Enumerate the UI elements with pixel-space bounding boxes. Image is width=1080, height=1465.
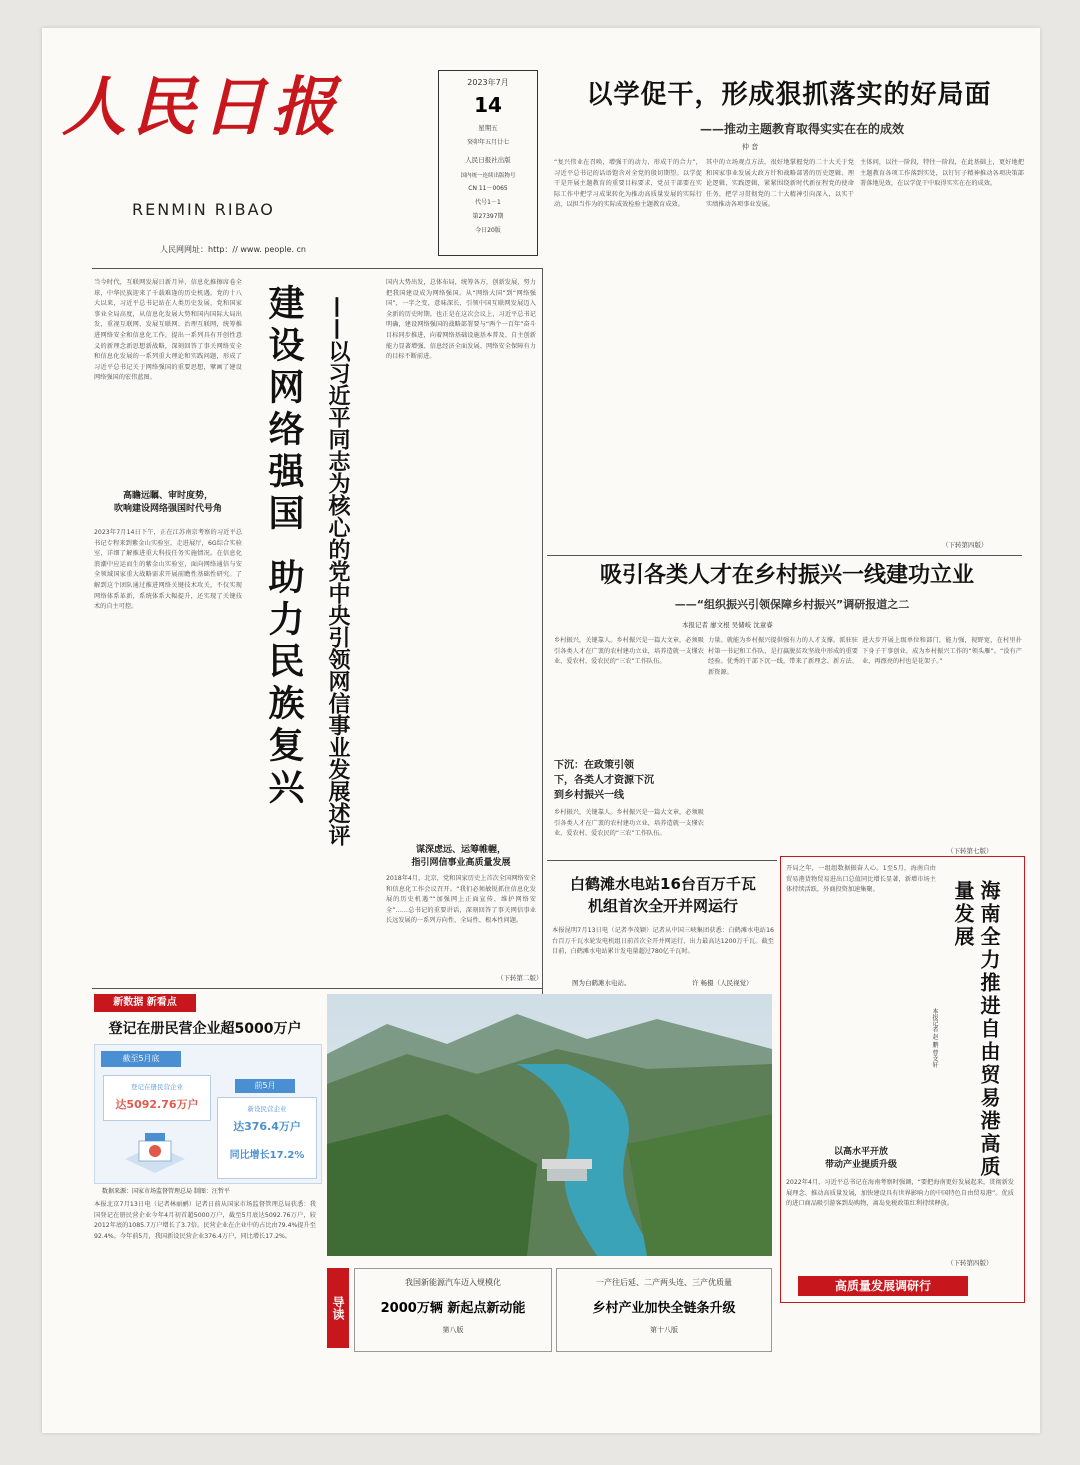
main-column-1: 当今时代，互联网发展日新月异，信息化推擦席卷全球，中华民族迎来了千载难逢的历史机遇。党的十八大以来，习近平总书记站在人类历史发展、党和国家事业全局高度，从信息化发展大势和国内国际大局出发，重视互联网、发展互联网、治理互联网，统筹推进网络安全和信息化工作，提出一系列具有开创性意义的新理念新思想新战略，深刻回答了事关网络安全和信息化发展的一系列重大理论和实践问题，形成了习近平总书记关于网络强国的重要思想，擘画了建设网络强国的宏伟蓝图。: [94, 279, 242, 382]
page-count: 今日20版: [475, 227, 501, 234]
divider: [547, 860, 777, 861]
datanews-text: 本报北京7月13日电（记者林丽鹂）记者日前从国家市场监督管理总局获悉：我国登记在册民营企业今年4月初首超5000万户，截至5月底达5092.76万户，较2012年底的1085.7万户增长了3.7倍。民营企业在企业中的占比由79.4%提升至92.4%。今年前5月，我国新设民营企业376.4万户，同比增长17.2%。: [94, 1201, 316, 1240]
issn: 国内统一连续出版物号: [460, 173, 516, 179]
main-title-line-1: 建设网络强国: [263, 284, 304, 536]
box2-growth: 同比增长17.2%: [229, 1150, 305, 1161]
guide-item-2-top: 一产往后延、二产两头连、三产优质量: [596, 1278, 732, 1287]
issue-number: 第27397期: [472, 213, 504, 220]
talent-subheading: 下沉：在政策引领 下，各类人才资源下沉 到乡村振兴一线: [554, 760, 654, 801]
main-subheading-2: 谋深虑远、运筹帷幄， 指引网信事业高质量发展: [411, 845, 511, 868]
talent-column-1b: 乡村振兴，关键靠人。乡村振兴是一篇大文章，必须吸引各类人才在广袤的农村建功立业，培养造就一支懂农业、爱农村、爱农民的“三农”工作队伍。: [554, 809, 704, 838]
talent-subtitle: ——“组织振兴引领保障乡村振兴”调研报道之二: [674, 598, 910, 611]
divider: [542, 268, 543, 1008]
box2-item: 新设民营企业: [247, 1105, 287, 1113]
masthead-title: 人民日报: [62, 70, 342, 145]
guide-item-2[interactable]: [556, 1268, 772, 1352]
box1: [103, 1075, 211, 1121]
lead-title: 以学促干，形成狠抓落实的好局面: [586, 80, 992, 110]
cn-number: CN 11－0065: [468, 185, 508, 192]
main-column-3: 国内大势出发，总体布局，统筹各方，创新发展，努力把我国建设成为网络强国。从“网络大国”到“网络强国”，一字之变，意味深长，引领中国互联网发展迈入全新的历史时期。也正是在这次会议上，习近平总书记明确，建设网络强国的战略部署要与“两个一百年”奋斗目标同步推进，向着网络基础设施基本普及、自主创新能力显著增强、信息经济全面发展、网络安全保障有力的目标不断前进。: [386, 279, 536, 361]
divider: [92, 268, 542, 269]
main-column-4: 2018年4月，北京，党和国家历史上首次全国网络安全和信息化工作会议召开。“我们必须敏锐抓住信息化发展的历史机遇”“加强网上正面宣传，维护网络安全”……总书记的重要讲话，深刻回答了事关网信事业长远发展的一系列方向性、全局性、根本性问题。: [386, 875, 536, 925]
talent-column-3: 进大步开展上级单位和部门，能力强，视野宽，在村里扑下身子干事创业，成为乡村振兴工作的“领头雁”。“没有产业，再漂亮的村也是花架子。”: [862, 637, 1022, 666]
lead-subtitle: ——推动主题教育取得实实在在的成效: [699, 122, 904, 136]
hainan-continued: （下转第四版）: [947, 1259, 993, 1267]
day: 14: [474, 93, 502, 117]
website: 人民网网址：http：// www. people. cn: [160, 245, 307, 254]
box2-value: 达376.4万户: [233, 1120, 301, 1133]
datanews-source: 数据来源：国家市场监督管理总局 制图：汪哲平: [102, 1188, 230, 1195]
weekday: 星期五: [478, 124, 498, 132]
lead-column-3: 主体问，以往一阶段，特往一阶段，在此基础上，更好地把主题教育各项工作落到实处，以钉钉子精神推动各项决策部署落地见效，在以学促干中取得实实在在的成效。: [860, 159, 1024, 188]
guide-item-1[interactable]: [354, 1268, 552, 1352]
lunar-date: 癸卯年五月廿七: [466, 139, 509, 146]
divider: [92, 988, 542, 989]
talent-column-2: 力量。就能为乡村振兴提供强有力的人才支撑。派驻驻村第一书记和工作队，是打赢脱贫攻坚战中形成的重要经验。优秀的干部下沉一线，带来了新理念、新方法、新资源。: [708, 637, 858, 676]
main-subtitle: ——以习近平同志为核心的党中央引领网信事业发展述评: [325, 296, 350, 846]
box1-label: 截至5月底: [101, 1051, 181, 1067]
guide-item-2-page: 第十八版: [650, 1326, 678, 1334]
box2-label: 前5月: [235, 1079, 295, 1093]
main-title: [260, 284, 306, 944]
box1-value: 达5092.76万户: [115, 1098, 199, 1111]
hainan-byline: 本报记者 赵 鹏 曹文轩: [931, 1008, 938, 1068]
talent-title: 吸引各类人才在乡村振兴一线建功立业: [599, 563, 974, 588]
main-continued: （下转第二版）: [497, 974, 543, 982]
publisher: 人民日报社出版: [465, 156, 511, 164]
hainan-column-1: 开局之年，一组组数据振奋人心。1至5月，海南自由贸易港货物贸易进出口总值同比增长显著，新增市场主体持续活跃，外商投资加速集聚。: [786, 865, 936, 894]
guide-item-2-title: 乡村产业加快全链条升级: [592, 1301, 736, 1316]
talent-continued: （下转第七版）: [947, 847, 993, 855]
year-month: 2023年7月: [467, 78, 509, 87]
hydro-text: 本报昆明7月13日电（记者李茂颖）记者从中国三峡集团获悉：白鹤滩水电站16台百万千瓦水轮发电机组日前首次全开并网运行，出力最高达1200万千瓦。截至目前，白鹤滩水电站累计发电量超过780亿千瓦时。: [552, 927, 774, 956]
box2: [217, 1097, 317, 1179]
main-subheading-1: 高瞻远瞩、审时度势， 吹响建设网络强国时代号角: [113, 491, 222, 514]
main-title-line-2: 助力民族复兴: [263, 558, 304, 810]
hydro-credit: 许 畅摄（人民视觉）: [692, 979, 753, 987]
lead-column-2: 其中的立场观点方法，很好地掌握党的二十大关于党和国家事业发展大政方针和战略部署的历史逻辑、理论逻辑、实践逻辑，紧紧围绕新时代新征程党的使命任务，把学习贯彻党的二十大精神引向深入，以实干实绩推动各项事业发展。: [706, 159, 854, 209]
hainan-column-2: 2022年4月，习近平总书记在海南考察时强调，“要把海南更好发展起来，贯彻新发展理念、推动高质量发展，加快建设具有世界影响力的中国特色自由贸易港”。优质的进口商品吸引游客到岛购物，离岛免税政策红利持续释放。: [786, 1179, 1014, 1208]
building-icon: [115, 1129, 195, 1173]
talent-column-1: 乡村振兴，关键靠人。乡村振兴是一篇大文章，必须吸引各类人才在广袤的农村建功立业，培养造就一支懂农业、爱农村、爱农民的“三农”工作队伍。: [554, 637, 704, 666]
divider: [547, 555, 1022, 556]
lead-continued: （下转第四版）: [942, 541, 988, 549]
code: 代号1－1: [475, 199, 501, 206]
datanews-title: 登记在册民营企业超5000万户: [108, 1021, 302, 1037]
guide-item-1-top: 我国新能源汽车迈入规模化: [405, 1278, 501, 1287]
datanews-tag: 新数据 新看点: [94, 994, 196, 1012]
hydro-caption: 图为白鹤滩水电站。: [572, 979, 631, 987]
hydro-title: 白鹤滩水电站16台百万千瓦 机组首次全开并网运行: [570, 875, 756, 915]
guide-item-1-page: 第八版: [442, 1326, 464, 1334]
guide-item-1-title: 2000万辆 新起点新动能: [380, 1301, 526, 1316]
lead-column-1: “复兴伟业在召唤，增强干的动力，形成干的合力”，习近平总书记的话语饱含对全党的殷切期望。以学促干是开展主题教育的重要目标要求，党员干部要在实际工作中把学习成果转化为推动高质量发展的实际行动，以担当作为的实际成效检验主题教育成效。: [554, 159, 702, 209]
newspaper-page: [42, 28, 1040, 1433]
talent-byline: 本报记者 廖文根 吴储岐 沈童睿: [682, 621, 773, 629]
lead-byline: 仲 音: [742, 143, 759, 151]
hydro-photo: [327, 994, 772, 1256]
hainan-title: 海南全力推进自由贸易港高质量发展: [951, 880, 1001, 1179]
dateline-box: [438, 70, 538, 256]
hainan-subheading: 以高水平开放 带动产业提质升级: [824, 1147, 897, 1170]
box1-item: 登记在册民营企业: [131, 1083, 183, 1091]
main-column-2: 2023年7月14日下午，正在江苏南京考察的习近平总书记专程来到紫金山实验室，走进展厅，6G综合实验室，详细了解推进重大科技任务实施情况。在信息化浪潮中应运而生的紫金山实验室，面向网络通信与安全领域国家重大战略需求开展前瞻性基础性研究。了解到这个团队通过推进网络关键技术攻关，不仅实现网络体系革新，系统体系大幅提升，还实现了关键技术的自主可控。: [94, 529, 242, 611]
hainan-banner: 高质量发展调研行: [798, 1276, 968, 1296]
guide-label: 导读: [327, 1268, 349, 1348]
masthead-pinyin: RENMIN RIBAO: [132, 200, 275, 219]
datanews-infographic: [94, 1044, 322, 1184]
